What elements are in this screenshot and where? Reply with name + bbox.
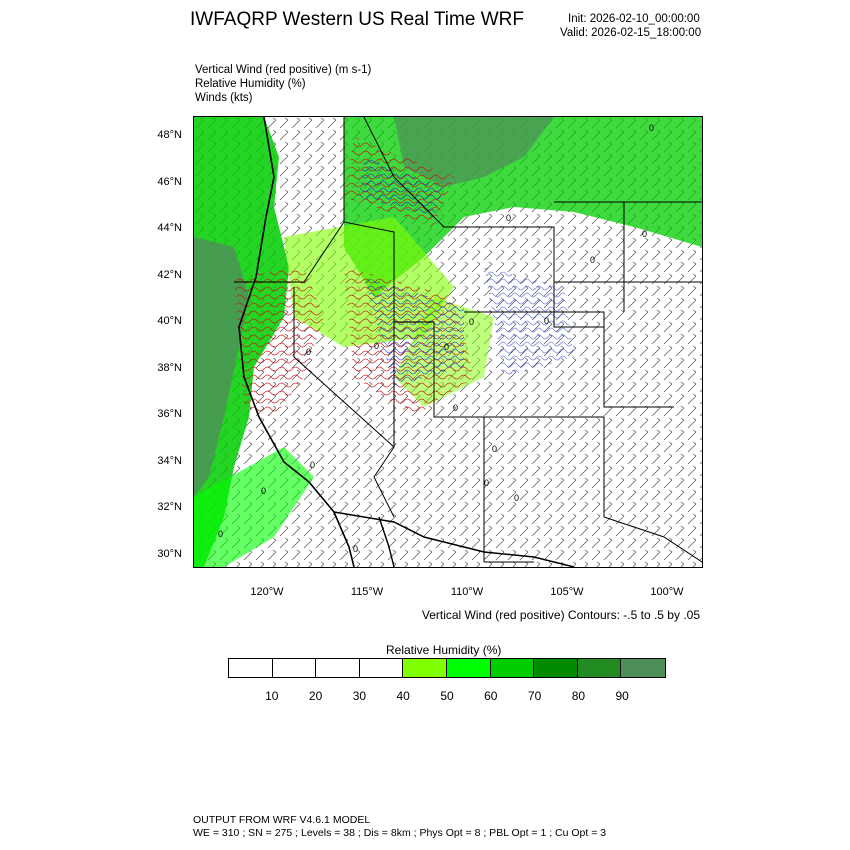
colorbar-label: 80 xyxy=(571,689,586,703)
lon-label-120w: 120°W xyxy=(250,586,284,598)
svg-text:0: 0 xyxy=(649,123,655,133)
colorbar-box xyxy=(273,659,317,677)
svg-text:0: 0 xyxy=(642,229,648,239)
lon-label-100w: 100°W xyxy=(650,586,684,598)
lat-label-34n: 34°N xyxy=(157,455,182,467)
lon-label-110w: 110°W xyxy=(450,586,484,598)
lat-label-32n: 32°N xyxy=(157,501,182,513)
lat-label-44n: 44°N xyxy=(157,222,182,234)
colorbar-label: 10 xyxy=(265,689,279,703)
lat-label-48n: 48°N xyxy=(157,129,182,141)
svg-text:0: 0 xyxy=(453,403,459,413)
svg-text:0: 0 xyxy=(492,444,498,454)
svg-text:0: 0 xyxy=(306,347,312,357)
colorbar-label: 50 xyxy=(440,689,454,703)
lat-label-42n: 42°N xyxy=(157,269,182,281)
valid-time: Valid: 2026-02-15_18:00:00 xyxy=(560,27,702,39)
colorbar-label: 70 xyxy=(527,689,542,703)
colorbar-box xyxy=(403,659,447,677)
svg-text:0: 0 xyxy=(261,486,267,496)
colorbar-box xyxy=(229,659,273,677)
colorbar-label: 60 xyxy=(484,689,498,703)
field-label-vertical-wind: Vertical Wind (red positive) (m s-1) xyxy=(195,64,372,76)
lon-label-115w: 115°W xyxy=(350,586,384,598)
svg-text:0: 0 xyxy=(353,544,359,554)
lat-label-30n: 30°N xyxy=(157,548,182,560)
lat-label-40n: 40°N xyxy=(157,315,182,327)
colorbar-box xyxy=(360,659,404,677)
svg-text:0: 0 xyxy=(544,316,550,326)
footer-model: OUTPUT FROM WRF V4.6.1 MODEL xyxy=(193,814,371,826)
svg-text:0: 0 xyxy=(514,493,520,503)
colorbar-box xyxy=(447,659,491,677)
contour-info: Vertical Wind (red positive) Contours: -.5 to .5 by .05 xyxy=(421,608,700,622)
colorbar-label: 40 xyxy=(396,689,410,703)
footer-settings: WE = 310 ; SN = 275 ; Levels = 38 ; Dis = 8km ; Phys Opt = 8 ; PBL Opt = 1 ; Cu Opt = 3 xyxy=(193,827,607,839)
svg-text:0: 0 xyxy=(469,317,475,327)
colorbar xyxy=(228,658,666,678)
colorbar-label: 20 xyxy=(308,689,323,703)
colorbar-box xyxy=(491,659,535,677)
map-panel xyxy=(193,116,703,568)
colorbar-title: Relative Humidity (%) xyxy=(386,643,502,657)
colorbar-box xyxy=(534,659,578,677)
svg-text:0: 0 xyxy=(374,341,380,351)
colorbar-box xyxy=(621,659,665,677)
colorbar-box xyxy=(316,659,360,677)
svg-text:0: 0 xyxy=(484,478,490,488)
init-time: Init: 2026-02-10_00:00:00 xyxy=(568,13,700,25)
colorbar-label: 30 xyxy=(352,689,367,703)
colorbar-label: 90 xyxy=(615,689,629,703)
field-label-relative-humidity: Relative Humidity (%) xyxy=(195,78,306,90)
svg-text:0: 0 xyxy=(218,529,224,539)
colorbar-box xyxy=(578,659,622,677)
svg-text:0: 0 xyxy=(444,342,450,352)
map-canvas xyxy=(194,117,702,567)
plot-title: IWFAQRP Western US Real Time WRF xyxy=(190,9,524,30)
lat-label-36n: 36°N xyxy=(157,408,182,420)
svg-text:0: 0 xyxy=(506,213,512,223)
field-label-winds: Winds (kts) xyxy=(195,92,253,104)
svg-text:0: 0 xyxy=(310,460,316,470)
lat-label-46n: 46°N xyxy=(157,176,182,188)
lon-label-105w: 105°W xyxy=(550,586,584,598)
svg-text:0: 0 xyxy=(590,255,596,265)
lat-label-38n: 38°N xyxy=(157,362,182,374)
